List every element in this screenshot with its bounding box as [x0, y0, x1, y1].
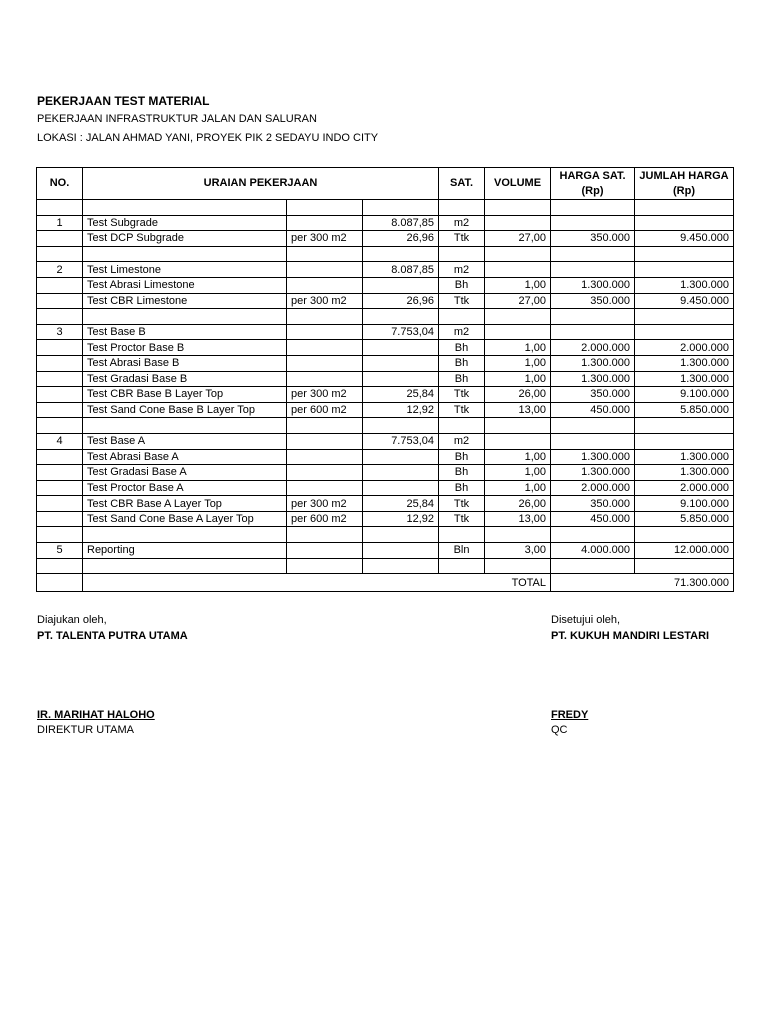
table-row [37, 387, 734, 403]
cell-per-area [287, 246, 363, 262]
cell-item: Test Base B [83, 324, 287, 340]
cell-unit-price [551, 433, 635, 449]
cell-unit [439, 309, 485, 325]
cell-unit: Bh [439, 355, 485, 371]
col-header-no: NO. [37, 168, 83, 200]
cell-item: Test Abrasi Base B [83, 355, 287, 371]
table-row [37, 371, 734, 387]
cell-unit: m2 [439, 215, 485, 231]
cell-item: Test Gradasi Base A [83, 465, 287, 481]
table-row [37, 277, 734, 293]
cell-unit: Bh [439, 277, 485, 293]
cell-per-area [287, 418, 363, 434]
cell-quantity: 12,92 [363, 511, 439, 527]
cell-quantity [363, 371, 439, 387]
cell-no [37, 340, 83, 356]
cell-no [37, 449, 83, 465]
table-row [37, 231, 734, 247]
cell-unit-price: 350.000 [551, 496, 635, 512]
cell-per-area [287, 215, 363, 231]
table-row [37, 324, 734, 340]
cell-total-price: 5.850.000 [635, 511, 734, 527]
cell-unit-price: 2.000.000 [551, 340, 635, 356]
cell-quantity [363, 277, 439, 293]
table-row [37, 465, 734, 481]
cell-no [37, 527, 83, 543]
cell-item [83, 200, 287, 216]
table-row [37, 480, 734, 496]
total-value: 71.300.000 [551, 574, 734, 592]
approver-company: PT. KUKUH MANDIRI LESTARI [551, 630, 710, 642]
document-title: PEKERJAAN TEST MATERIAL [37, 94, 210, 108]
cost-table [36, 167, 734, 592]
cell-volume [485, 200, 551, 216]
col-header-jumlah-line2: (Rp) [673, 184, 696, 197]
col-header-jumlah-line1: JUMLAH HARGA [639, 169, 729, 182]
cell-per-area: per 600 m2 [287, 511, 363, 527]
cell-no: 3 [37, 324, 83, 340]
col-header-harga-line2: (Rp) [581, 184, 604, 197]
table-row [37, 543, 734, 559]
cell-total-price: 1.300.000 [635, 371, 734, 387]
cell-item: Test Base A [83, 433, 287, 449]
col-header-harga-line1: HARGA SAT. [559, 169, 626, 182]
table-row [37, 402, 734, 418]
cell-volume [485, 527, 551, 543]
cell-unit-price [551, 324, 635, 340]
cell-unit-price: 350.000 [551, 387, 635, 403]
cell-total-price: 12.000.000 [635, 543, 734, 559]
cell-no [37, 418, 83, 434]
cell-no [37, 480, 83, 496]
cell-no: 2 [37, 262, 83, 278]
cell-volume [485, 309, 551, 325]
cell-per-area [287, 543, 363, 559]
table-row [37, 309, 734, 325]
cell-volume [485, 246, 551, 262]
cell-unit: m2 [439, 324, 485, 340]
cell-volume [485, 558, 551, 574]
submitter-position: DIREKTUR UTAMA [37, 724, 134, 736]
cell-unit-price [551, 309, 635, 325]
cell-quantity [363, 418, 439, 434]
cell-item: Test Sand Cone Base B Layer Top [83, 402, 287, 418]
cell-total-price: 9.100.000 [635, 496, 734, 512]
cell-total-price: 5.850.000 [635, 402, 734, 418]
cell-total-price: 1.300.000 [635, 465, 734, 481]
cell-volume: 26,00 [485, 496, 551, 512]
cell-volume: 1,00 [485, 449, 551, 465]
cell-volume: 26,00 [485, 387, 551, 403]
cell-per-area [287, 277, 363, 293]
table-header-row [37, 168, 734, 200]
cell-item: Test Abrasi Base A [83, 449, 287, 465]
cell-quantity: 12,92 [363, 402, 439, 418]
cell-unit-price: 350.000 [551, 293, 635, 309]
cell-unit-price [551, 215, 635, 231]
cell-per-area: per 600 m2 [287, 402, 363, 418]
cell-total-price: 1.300.000 [635, 355, 734, 371]
cell-per-area [287, 527, 363, 543]
cell-unit: Ttk [439, 496, 485, 512]
cell-no [37, 231, 83, 247]
cell-unit-price [551, 200, 635, 216]
cell-per-area: per 300 m2 [287, 496, 363, 512]
cell-total-price: 1.300.000 [635, 449, 734, 465]
cell-quantity: 25,84 [363, 496, 439, 512]
table-row [37, 262, 734, 278]
col-header-harga [551, 168, 635, 200]
cell-unit-price: 1.300.000 [551, 371, 635, 387]
col-header-volume: VOLUME [485, 168, 551, 200]
table-row [37, 200, 734, 216]
cell-item [83, 246, 287, 262]
table-row [37, 340, 734, 356]
cell-quantity [363, 558, 439, 574]
cell-unit: Bh [439, 340, 485, 356]
table-row [37, 418, 734, 434]
table-row [37, 496, 734, 512]
cell-unit: Bh [439, 449, 485, 465]
cell-total-price [635, 200, 734, 216]
cell-quantity [363, 449, 439, 465]
cell-total-price: 2.000.000 [635, 340, 734, 356]
cell-volume: 3,00 [485, 543, 551, 559]
col-header-jumlah [635, 168, 734, 200]
cell-quantity [363, 465, 439, 481]
cell-per-area [287, 200, 363, 216]
cell-volume [485, 433, 551, 449]
cell-no [37, 309, 83, 325]
cell-unit-price: 1.300.000 [551, 277, 635, 293]
cell-no [37, 277, 83, 293]
cell-per-area [287, 465, 363, 481]
cell-unit: Ttk [439, 293, 485, 309]
cell-volume [485, 262, 551, 278]
project-subtitle: PEKERJAAN INFRASTRUKTUR JALAN DAN SALURAN [37, 113, 317, 125]
cell-quantity: 26,96 [363, 231, 439, 247]
cell-item: Test Sand Cone Base A Layer Top [83, 511, 287, 527]
table-row [37, 215, 734, 231]
cell-quantity: 7.753,04 [363, 433, 439, 449]
cell-unit: m2 [439, 262, 485, 278]
col-header-uraian: URAIAN PEKERJAAN [83, 168, 439, 200]
cell-item [83, 527, 287, 543]
cell-item [83, 418, 287, 434]
cell-unit-price [551, 262, 635, 278]
cell-total-price [635, 418, 734, 434]
cell-quantity [363, 340, 439, 356]
cell-unit: Ttk [439, 387, 485, 403]
cell-per-area: per 300 m2 [287, 293, 363, 309]
cell-unit [439, 246, 485, 262]
cell-per-area [287, 433, 363, 449]
cell-per-area [287, 324, 363, 340]
cell-no [37, 496, 83, 512]
cell-unit [439, 418, 485, 434]
approver-name: FREDY [551, 709, 589, 721]
cell-volume: 13,00 [485, 511, 551, 527]
cell-unit-price [551, 558, 635, 574]
cell-unit-price: 450.000 [551, 511, 635, 527]
submitted-by-label: Diajukan oleh, [37, 614, 107, 626]
cell-per-area [287, 480, 363, 496]
cell-total-price [635, 262, 734, 278]
cell-unit-price: 1.300.000 [551, 449, 635, 465]
cell-no [37, 246, 83, 262]
cell-volume: 1,00 [485, 277, 551, 293]
cell-quantity [363, 527, 439, 543]
total-blank-no [37, 574, 83, 592]
cell-no [37, 371, 83, 387]
cell-volume: 1,00 [485, 340, 551, 356]
cell-quantity [363, 480, 439, 496]
cell-per-area [287, 371, 363, 387]
cell-item: Test DCP Subgrade [83, 231, 287, 247]
cell-no [37, 355, 83, 371]
cell-unit: Bh [439, 371, 485, 387]
cell-unit: m2 [439, 433, 485, 449]
table-body [37, 200, 734, 574]
table-row [37, 558, 734, 574]
cell-total-price [635, 324, 734, 340]
cell-per-area [287, 355, 363, 371]
cell-total-price [635, 309, 734, 325]
cell-volume: 13,00 [485, 402, 551, 418]
cell-unit: Bh [439, 465, 485, 481]
cell-per-area [287, 558, 363, 574]
cell-item: Test Subgrade [83, 215, 287, 231]
cell-no: 1 [37, 215, 83, 231]
cell-no: 4 [37, 433, 83, 449]
cell-per-area [287, 340, 363, 356]
cell-unit-price: 350.000 [551, 231, 635, 247]
cell-unit: Ttk [439, 231, 485, 247]
col-header-sat: SAT. [439, 168, 485, 200]
cell-volume: 1,00 [485, 371, 551, 387]
approver-position: QC [551, 724, 568, 736]
cell-unit: Ttk [439, 511, 485, 527]
cell-item: Test Limestone [83, 262, 287, 278]
cell-item [83, 309, 287, 325]
cell-per-area: per 300 m2 [287, 231, 363, 247]
cell-total-price [635, 527, 734, 543]
cell-quantity [363, 543, 439, 559]
cell-volume: 27,00 [485, 293, 551, 309]
cell-volume: 1,00 [485, 465, 551, 481]
cell-item: Test Proctor Base A [83, 480, 287, 496]
cell-unit-price [551, 527, 635, 543]
cell-unit-price [551, 246, 635, 262]
cell-no [37, 293, 83, 309]
cell-no: 5 [37, 543, 83, 559]
cell-total-price: 9.100.000 [635, 387, 734, 403]
cell-unit-price: 4.000.000 [551, 543, 635, 559]
cell-item: Test Proctor Base B [83, 340, 287, 356]
cell-quantity [363, 200, 439, 216]
table-row [37, 511, 734, 527]
cell-no [37, 465, 83, 481]
cell-per-area [287, 309, 363, 325]
cell-unit: Bln [439, 543, 485, 559]
cell-item: Test Gradasi Base B [83, 371, 287, 387]
cell-item: Test Abrasi Limestone [83, 277, 287, 293]
cell-item [83, 558, 287, 574]
cell-quantity [363, 309, 439, 325]
cell-unit: Bh [439, 480, 485, 496]
cell-per-area [287, 262, 363, 278]
cell-unit-price: 2.000.000 [551, 480, 635, 496]
cell-quantity: 8.087,85 [363, 262, 439, 278]
cell-quantity: 26,96 [363, 293, 439, 309]
cell-total-price [635, 433, 734, 449]
cell-quantity: 7.753,04 [363, 324, 439, 340]
cell-total-price: 9.450.000 [635, 293, 734, 309]
cell-per-area [287, 449, 363, 465]
table-row [37, 293, 734, 309]
cell-unit [439, 200, 485, 216]
cell-volume [485, 324, 551, 340]
cell-unit [439, 558, 485, 574]
cell-no [37, 511, 83, 527]
cell-unit [439, 527, 485, 543]
cell-total-price: 2.000.000 [635, 480, 734, 496]
cell-volume [485, 418, 551, 434]
cell-volume: 1,00 [485, 355, 551, 371]
table-row [37, 246, 734, 262]
cell-quantity: 25,84 [363, 387, 439, 403]
total-row [37, 574, 734, 592]
cell-no [37, 387, 83, 403]
cell-total-price [635, 215, 734, 231]
cell-unit: Ttk [439, 402, 485, 418]
cell-quantity [363, 355, 439, 371]
cell-item: Test CBR Base A Layer Top [83, 496, 287, 512]
cell-quantity [363, 246, 439, 262]
cell-per-area: per 300 m2 [287, 387, 363, 403]
table-row [37, 433, 734, 449]
cell-quantity: 8.087,85 [363, 215, 439, 231]
cell-volume [485, 215, 551, 231]
cell-total-price: 1.300.000 [635, 277, 734, 293]
cell-volume: 1,00 [485, 480, 551, 496]
approved-by-label: Disetujui oleh, [551, 614, 621, 626]
cell-volume: 27,00 [485, 231, 551, 247]
cell-total-price: 9.450.000 [635, 231, 734, 247]
submitter-company: PT. TALENTA PUTRA UTAMA [37, 630, 188, 642]
cell-no [37, 200, 83, 216]
table-row [37, 449, 734, 465]
total-label: TOTAL [83, 574, 551, 592]
cell-item: Test CBR Base B Layer Top [83, 387, 287, 403]
cell-item: Test CBR Limestone [83, 293, 287, 309]
cell-item: Reporting [83, 543, 287, 559]
cell-unit-price: 1.300.000 [551, 355, 635, 371]
table-row [37, 355, 734, 371]
cell-total-price [635, 558, 734, 574]
cell-no [37, 402, 83, 418]
project-location: LOKASI : JALAN AHMAD YANI, PROYEK PIK 2 SEDAYU INDO CITY [37, 132, 379, 144]
cell-unit-price: 1.300.000 [551, 465, 635, 481]
cell-total-price [635, 246, 734, 262]
table-row [37, 527, 734, 543]
submitter-name: IR. MARIHAT HALOHO [37, 709, 155, 721]
cell-unit-price [551, 418, 635, 434]
cell-no [37, 558, 83, 574]
cell-unit-price: 450.000 [551, 402, 635, 418]
